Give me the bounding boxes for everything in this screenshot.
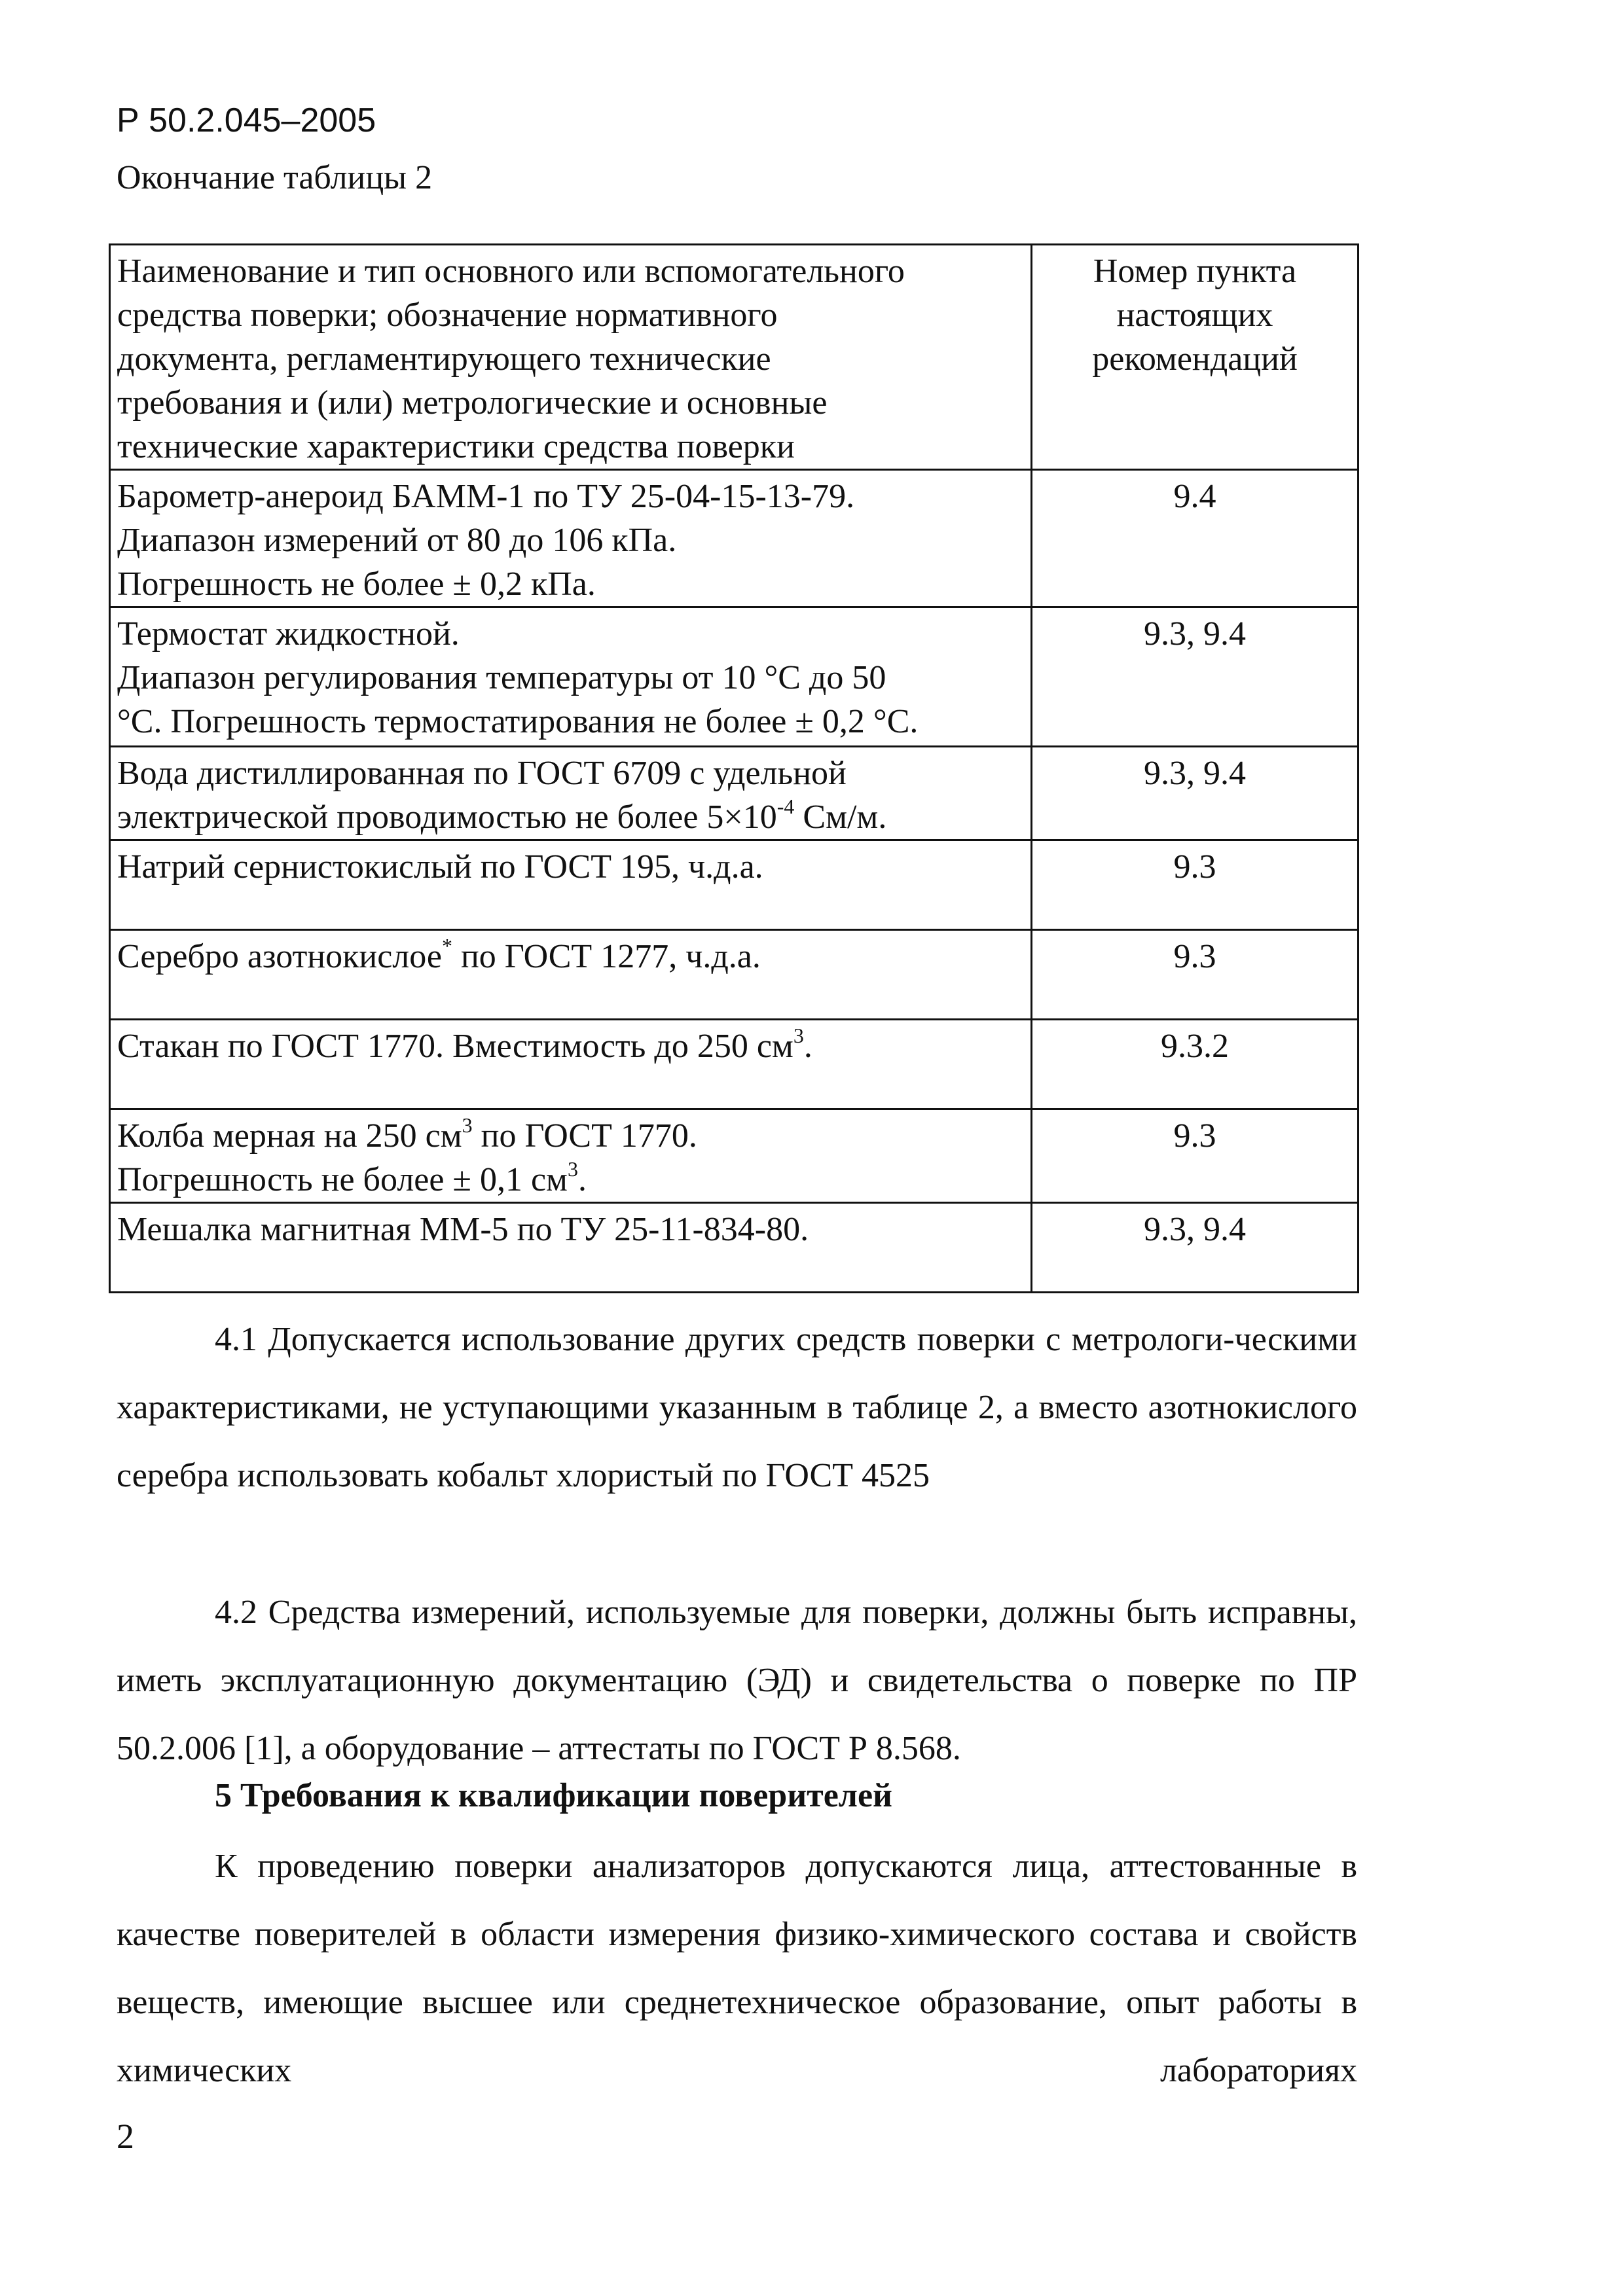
table-cell-equipment <box>110 1203 1032 1293</box>
table-cell-equipment <box>110 930 1032 1020</box>
equipment-text-part: по ГОСТ 1770. Погрешность не более ± 0,1 см <box>117 1117 697 1198</box>
paragraph-4-1: 4.1 Допускается использование других средств поверки с метрологи-ческими характеристиками, не уступающими указанным в таблице 2, а вместо азотнокислого серебра использовать кобальт хлористый по ГОСТ 4525 <box>117 1321 1357 1494</box>
table-row <box>110 1109 1359 1203</box>
table-cell-clause: 9.4 <box>1032 470 1359 607</box>
table-cell-equipment <box>110 747 1032 840</box>
equipment-text <box>117 1024 1024 1068</box>
equipment-text-part: . <box>577 1161 587 1198</box>
table-header-equipment-text: Наименование и тип основного или вспомогательного средства поверки; обозначение нормативного документа, регламентирующего технические требования и (или) метрологические и основные технические характеристики средства поверки <box>117 253 905 465</box>
document-code: Р 50.2.045–2005 <box>117 101 376 139</box>
equipment-table <box>109 243 1359 1293</box>
section-5-heading: 5 Требования к квалификации поверителей <box>215 1777 892 1814</box>
equipment-text: Натрий сернистокислый по ГОСТ 195, ч.д.а. <box>117 848 763 886</box>
table-row <box>110 470 1359 607</box>
equipment-text-part: по ГОСТ 1277, ч.д.а. <box>452 938 761 975</box>
paragraph-5: К проведению поверки анализаторов допускаются лица, аттестованные в качестве поверителей в области измерения физико-химического состава и свойств веществ, имеющие высшее или среднетехническое образование, опыт работы в химических лабораториях <box>117 1848 1357 2089</box>
footnote-mark: * <box>441 933 452 958</box>
exponent: -4 <box>776 794 795 818</box>
table-row <box>110 1203 1359 1293</box>
equipment-text-part: См/м. <box>794 798 887 836</box>
exponent: 3 <box>462 1113 473 1137</box>
equipment-text-part: Вода дистиллированная по ГОСТ 6709 с удельной электрической проводимостью не более 5×10 <box>117 755 847 836</box>
table-header-clause <box>1032 245 1359 470</box>
table-cell-equipment <box>110 1109 1032 1203</box>
table-cell-clause: 9.3.2 <box>1032 1020 1359 1109</box>
paragraph-4-2: 4.2 Средства измерений, используемые для поверки, должны быть исправны, иметь эксплуатационную документацию (ЭД) и свидетельства о поверке по ПР 50.2.006 [1], а оборудование – аттестаты по ГОСТ Р 8.568. <box>117 1594 1357 1767</box>
table-cell-equipment <box>110 470 1032 607</box>
equipment-text: Барометр-анероид БАММ-1 по ТУ 25-04-15-13-79. Диапазон измерений от 80 до 106 кПа. Погрешность не более ± 0,2 кПа. <box>117 478 855 603</box>
table-cell-clause: 9.3 <box>1032 1109 1359 1203</box>
table-row <box>110 930 1359 1020</box>
table-cell-clause: 9.3, 9.4 <box>1032 747 1359 840</box>
equipment-text <box>117 751 1024 839</box>
equipment-text <box>117 1114 1024 1202</box>
exponent: 3 <box>567 1157 578 1181</box>
table-cell-equipment <box>110 840 1032 930</box>
equipment-text: Мешалка магнитная ММ-5 по ТУ 25-11-834-80. <box>117 1211 809 1248</box>
table-row <box>110 840 1359 930</box>
table-caption: Окончание таблицы 2 <box>117 159 433 196</box>
table-row <box>110 1020 1359 1109</box>
table-cell-clause: 9.3, 9.4 <box>1032 1203 1359 1293</box>
page-number: 2 <box>117 2117 134 2156</box>
table-row <box>110 747 1359 840</box>
table-cell-equipment <box>110 1020 1032 1109</box>
table-cell-clause: 9.3 <box>1032 840 1359 930</box>
table-row <box>110 607 1359 747</box>
exponent: 3 <box>793 1023 804 1047</box>
equipment-text: Термостат жидкостной. Диапазон регулирования температуры от 10 °С до 50 °С. Погрешность термостатирования не более ± 0,2 °С. <box>117 615 919 740</box>
equipment-text-part: Колба мерная на 250 см <box>117 1117 462 1155</box>
table-cell-equipment <box>110 607 1032 747</box>
equipment-text <box>117 935 1024 978</box>
table-header-equipment <box>110 245 1032 470</box>
equipment-text-part: . <box>803 1028 812 1065</box>
table-header-clause-text: Номер пункта настоящих рекомендаций <box>1092 253 1298 378</box>
table-header-row <box>110 245 1359 470</box>
table-cell-clause: 9.3 <box>1032 930 1359 1020</box>
equipment-text-part: Серебро азотнокислое <box>117 938 442 975</box>
table-cell-clause: 9.3, 9.4 <box>1032 607 1359 747</box>
equipment-text-part: Стакан по ГОСТ 1770. Вместимость до 250 см <box>117 1028 793 1065</box>
